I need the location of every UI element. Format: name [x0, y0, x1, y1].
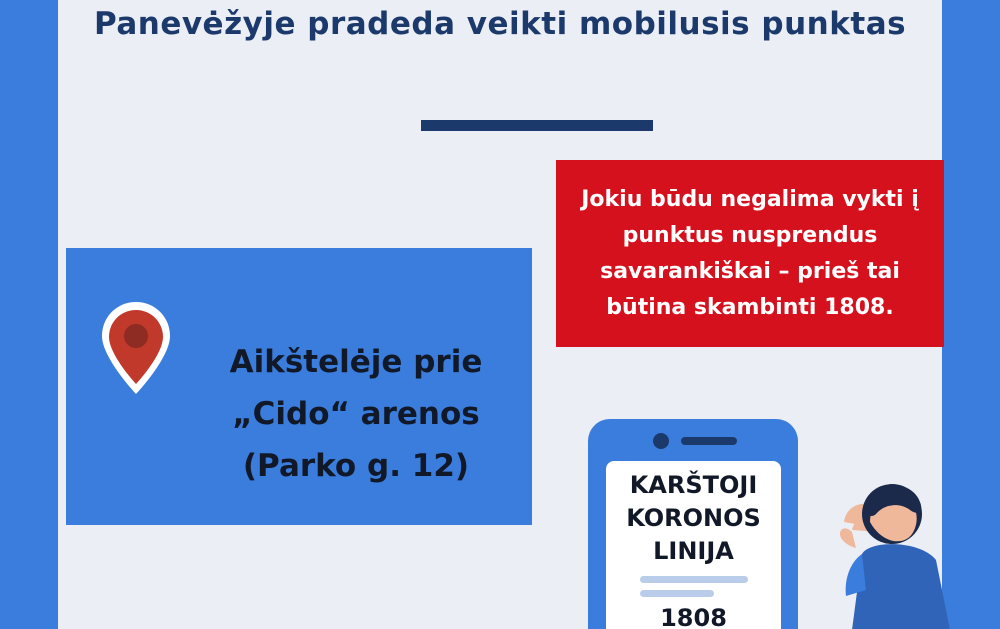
phone-speaker-icon: [681, 437, 737, 445]
person-illustration: [800, 470, 990, 629]
alert-text: Jokiu būdu negalima vykti į punktus nusprendus savarankiškai – prieš tai būtina skambinti 1808.: [581, 186, 919, 320]
hotline-title: KARŠTOJI KORONOS LINIJA: [626, 471, 761, 565]
placeholder-line: [640, 590, 714, 597]
left-blue-bar: [0, 0, 58, 629]
phone-camera-icon: [653, 433, 669, 449]
hotline-number: 1808: [660, 604, 727, 629]
alert-banner: [556, 160, 944, 347]
map-pin-icon: [98, 300, 174, 396]
screen-placeholder-lines: [640, 576, 748, 597]
page-title: Panevėžyje pradeda veikti mobilusis punktas: [93, 6, 907, 42]
phone-illustration: [588, 419, 798, 629]
title-divider: [421, 120, 653, 131]
placeholder-line: [640, 576, 748, 583]
phone-screen: [606, 461, 781, 629]
location-text: Aikštelėje prie „Cido“ arenos (Parko g. 12): [229, 344, 483, 484]
